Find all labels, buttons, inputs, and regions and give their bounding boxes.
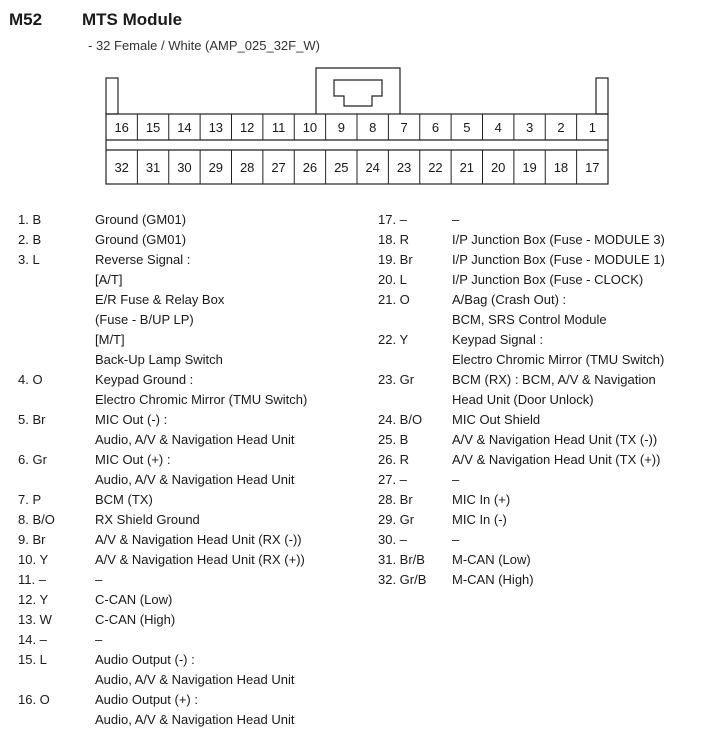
pin-number: 16. O xyxy=(18,692,50,707)
pin-description: A/V & Navigation Head Unit (RX (+)) xyxy=(95,552,305,567)
pin-cell-19: 19 xyxy=(522,160,537,175)
connector-subtitle: - 32 Female / White (AMP_025_32F_W) xyxy=(88,38,320,53)
pin-cell-10: 10 xyxy=(302,120,318,135)
pin-number: 14. – xyxy=(18,632,47,647)
pin-description: I/P Junction Box (Fuse - MODULE 3) xyxy=(452,232,665,247)
pin-description: Keypad Ground : xyxy=(95,372,194,387)
pin-number: 32. Gr/B xyxy=(378,572,427,587)
pin-number: 20. L xyxy=(378,272,407,287)
pin-description: Back-Up Lamp Switch xyxy=(95,352,223,367)
pin-description: – xyxy=(452,212,460,227)
pin-description: – xyxy=(452,532,460,547)
pin-description: [A/T] xyxy=(95,272,123,287)
pin-description: – xyxy=(452,472,460,487)
pin-list-right xyxy=(378,210,718,610)
pin-number: 18. R xyxy=(378,232,410,247)
pin-description: Ground (GM01) xyxy=(95,212,187,227)
pin-cell-18: 18 xyxy=(553,160,569,175)
pin-description: C-CAN (Low) xyxy=(95,592,173,607)
pin-list-left xyxy=(18,210,368,740)
pin-cell-23: 23 xyxy=(396,160,412,175)
pin-description: Reverse Signal : xyxy=(95,252,191,267)
pin-description: MIC Out Shield xyxy=(452,412,541,427)
pin-cell-2: 2 xyxy=(557,120,565,135)
pin-description: – xyxy=(95,632,103,647)
pin-description: MIC Out (-) : xyxy=(95,412,168,427)
pin-cell-11: 11 xyxy=(271,120,286,135)
pin-cell-3: 3 xyxy=(525,120,534,135)
pin-number: 19. Br xyxy=(378,252,413,267)
pin-description: I/P Junction Box (Fuse - MODULE 1) xyxy=(452,252,665,267)
pin-description: C-CAN (High) xyxy=(95,612,176,627)
pin-number: 27. – xyxy=(378,472,407,487)
pin-number: 1. B xyxy=(18,212,42,227)
pin-cell-26: 26 xyxy=(302,160,318,175)
pin-cell-20: 20 xyxy=(490,160,506,175)
pin-number: 30. – xyxy=(378,532,407,547)
pin-cell-4: 4 xyxy=(494,120,502,135)
pin-number: 31. Br/B xyxy=(378,552,425,567)
pin-description: (Fuse - B/UP LP) xyxy=(95,312,194,327)
pin-description: RX Shield Ground xyxy=(95,512,200,527)
pin-number: 15. L xyxy=(18,652,47,667)
pin-number: 13. W xyxy=(18,612,52,627)
pin-description: Audio, A/V & Navigation Head Unit xyxy=(95,472,295,487)
pin-cell-32: 32 xyxy=(114,160,129,175)
pin-cell-29: 29 xyxy=(208,160,224,175)
pin-cell-5: 5 xyxy=(463,120,471,135)
pin-cell-15: 15 xyxy=(145,120,161,135)
pin-description: A/V & Navigation Head Unit (TX (+)) xyxy=(452,452,661,467)
pin-description: MIC Out (+) : xyxy=(95,452,171,467)
pin-cell-21: 21 xyxy=(459,160,475,175)
pin-description: Keypad Signal : xyxy=(452,332,544,347)
pin-description: Electro Chromic Mirror (TMU Switch) xyxy=(452,352,665,367)
pin-cell-25: 25 xyxy=(334,160,349,175)
pin-cell-1: 1 xyxy=(588,120,596,135)
pin-number: 11. – xyxy=(18,572,46,587)
connector-right-latch xyxy=(596,78,608,114)
pin-number: 2. B xyxy=(18,232,42,247)
pin-cell-16: 16 xyxy=(114,120,129,135)
pin-number: 23. Gr xyxy=(378,372,415,387)
pin-cell-22: 22 xyxy=(428,160,443,175)
pin-description: Ground (GM01) xyxy=(95,232,187,247)
pin-cell-24: 24 xyxy=(365,160,380,175)
pin-number: 10. Y xyxy=(18,552,49,567)
pin-description: BCM (RX) : BCM, A/V & Navigation xyxy=(452,372,656,387)
pin-number: 7. P xyxy=(18,492,42,507)
pin-number: 8. B/O xyxy=(18,512,55,527)
pin-cell-28: 28 xyxy=(239,160,255,175)
pin-cell-12: 12 xyxy=(239,120,255,135)
pin-number: 22. Y xyxy=(378,332,409,347)
pin-description: I/P Junction Box (Fuse - CLOCK) xyxy=(452,272,644,287)
pin-description: Audio Output (-) : xyxy=(95,652,195,667)
pin-description: Audio Output (+) : xyxy=(95,692,198,707)
pin-number: 29. Gr xyxy=(378,512,415,527)
pin-description: A/V & Navigation Head Unit (TX (-)) xyxy=(452,432,658,447)
pin-cell-27: 27 xyxy=(271,160,286,175)
connector-key xyxy=(316,68,400,114)
pin-description: M-CAN (High) xyxy=(452,572,534,587)
pin-number: 25. B xyxy=(378,432,409,447)
pin-cell-6: 6 xyxy=(431,120,440,135)
pin-cell-30: 30 xyxy=(177,160,192,175)
pin-cell-31: 31 xyxy=(145,160,161,175)
pin-number: 3. L xyxy=(18,252,40,267)
pin-number: 12. Y xyxy=(18,592,49,607)
pin-description: A/Bag (Crash Out) : xyxy=(452,292,567,307)
pin-description: M-CAN (Low) xyxy=(452,552,531,567)
pin-number: 5. Br xyxy=(18,412,46,427)
pin-description: Head Unit (Door Unlock) xyxy=(452,392,594,407)
connector-title: MTS Module xyxy=(82,10,183,29)
pin-number: 6. Gr xyxy=(18,452,47,467)
pin-number: 21. O xyxy=(378,292,410,307)
pin-cell-13: 13 xyxy=(208,120,224,135)
pin-description: – xyxy=(95,572,103,587)
pin-description: E/R Fuse & Relay Box xyxy=(95,292,225,307)
pin-description: BCM (TX) xyxy=(95,492,153,507)
pin-number: 4. O xyxy=(18,372,43,387)
pin-number: 28. Br xyxy=(378,492,413,507)
pin-cell-17: 17 xyxy=(585,160,600,175)
pin-description: A/V & Navigation Head Unit (RX (-)) xyxy=(95,532,302,547)
pin-number: 17. – xyxy=(378,212,407,227)
pin-number: 26. R xyxy=(378,452,410,467)
pin-cell-14: 14 xyxy=(177,120,192,135)
pin-description: Audio, A/V & Navigation Head Unit xyxy=(95,672,295,687)
pin-description: Audio, A/V & Navigation Head Unit xyxy=(95,432,295,447)
pin-description: [M/T] xyxy=(95,332,125,347)
pin-cell-7: 7 xyxy=(400,120,408,135)
pin-description: MIC In (+) xyxy=(452,492,511,507)
connector-code: M52 xyxy=(9,10,43,29)
connector-diagram xyxy=(0,0,720,200)
pin-description: MIC In (-) xyxy=(452,512,507,527)
pin-cell-9: 9 xyxy=(337,120,345,135)
connector-left-latch xyxy=(106,78,118,114)
pin-number: 24. B/O xyxy=(378,412,423,427)
pin-description: Electro Chromic Mirror (TMU Switch) xyxy=(95,392,308,407)
pin-description: BCM, SRS Control Module xyxy=(452,312,607,327)
pin-description: Audio, A/V & Navigation Head Unit xyxy=(95,712,295,727)
pin-cell-8: 8 xyxy=(369,120,377,135)
pin-number: 9. Br xyxy=(18,532,46,547)
